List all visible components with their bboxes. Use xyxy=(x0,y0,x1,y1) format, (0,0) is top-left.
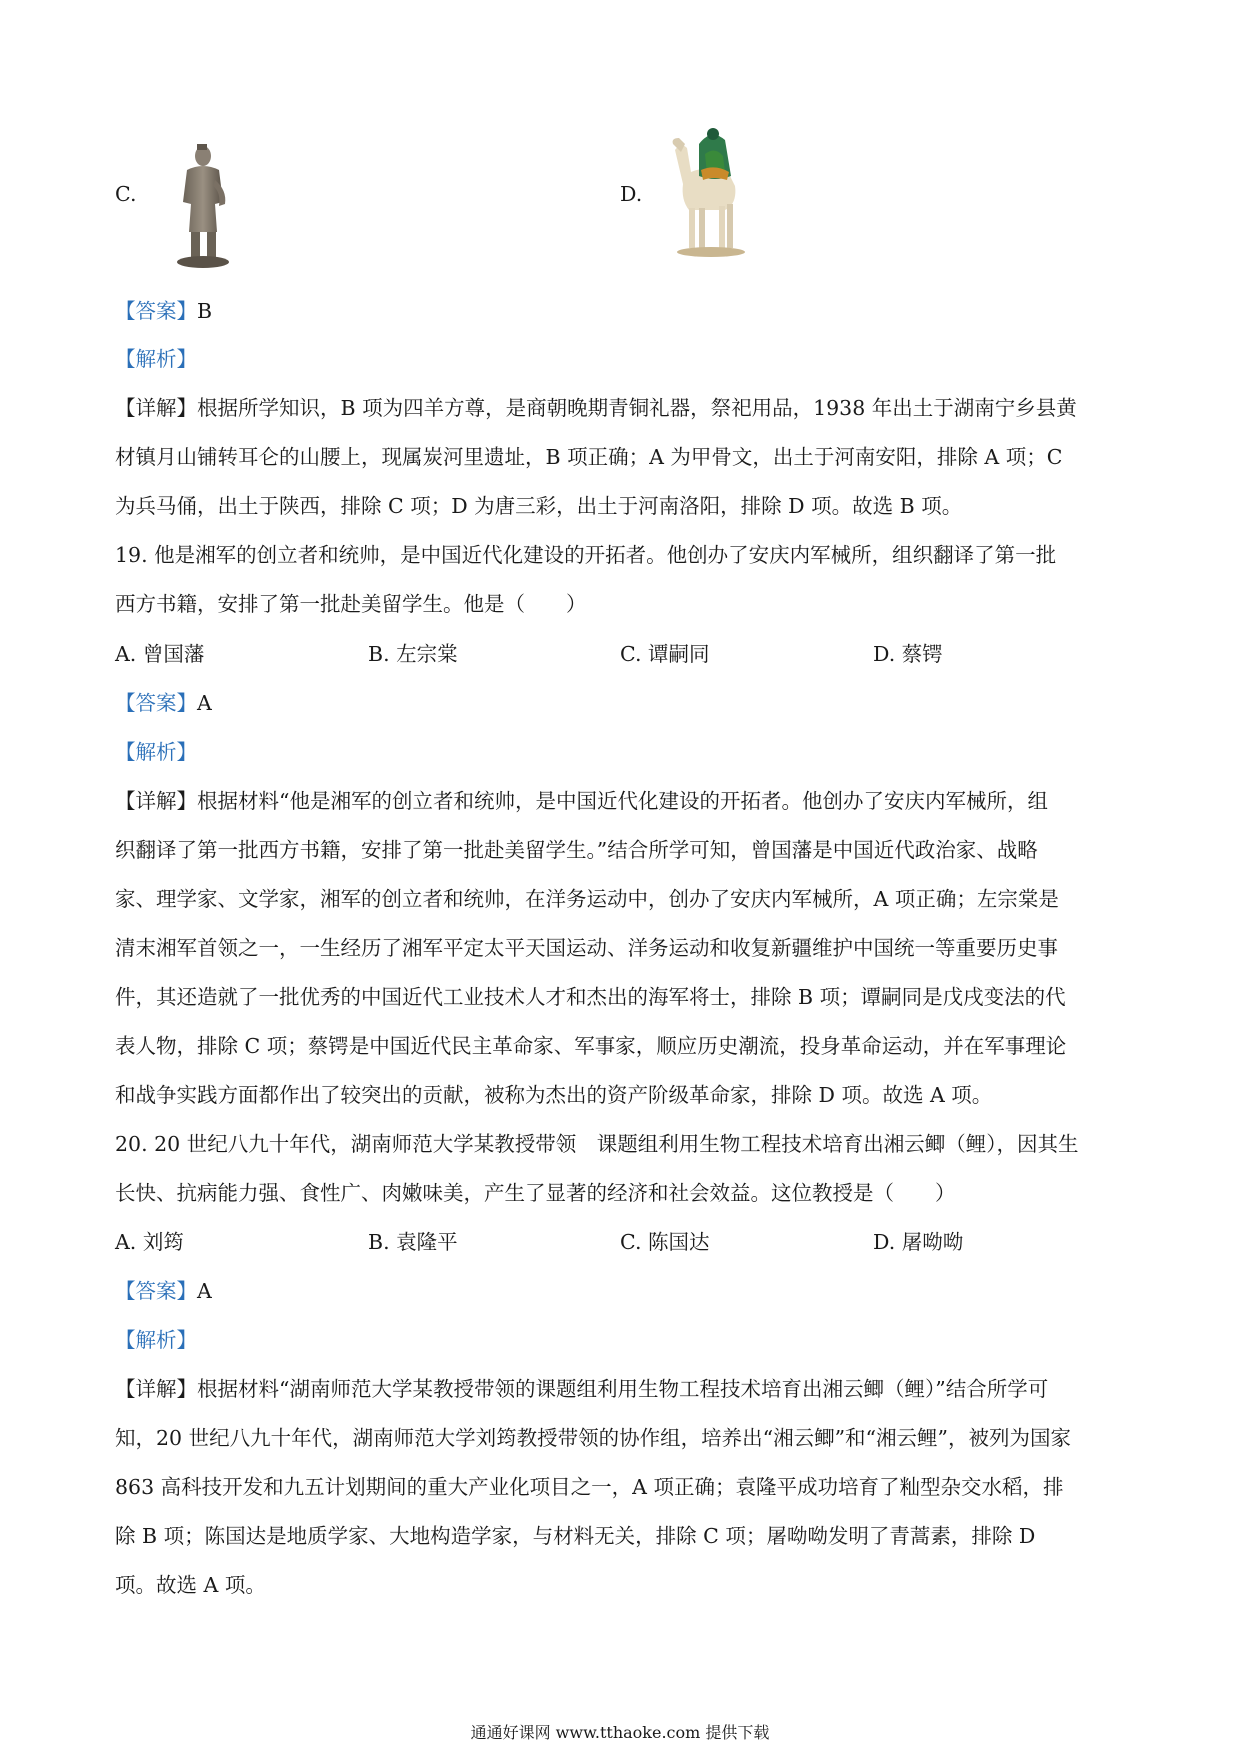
q18-analysis-tag xyxy=(115,345,1125,373)
detail-tag: 【详解】 xyxy=(115,396,197,420)
detail-text: 根据材料“他是湘军的创立者和统帅，是中国近代化建设的开拓者。他创办了安庆内军械所，组 xyxy=(197,789,1048,813)
q20-stem-line-1: 20. 20 世纪八九十年代，湖南师范大学某教授带领 课题组利用生物工程技术培育出湘云鲫（鲤），因其生 xyxy=(115,1132,1079,1156)
q19-option-b: B. 左宗棠 xyxy=(368,642,458,666)
tang-sancai-camel-icon xyxy=(665,120,755,274)
q19-answer xyxy=(115,689,1125,717)
q19-detail-line-5: 件，其还造就了一批优秀的中国近代工业技术人才和杰出的海军将士，排除 B 项；谭嗣同是戊戌变法的代 xyxy=(115,985,1066,1009)
q18-detail-line-1 xyxy=(115,394,1125,422)
q19-analysis-tag xyxy=(115,738,1125,766)
q20-answer xyxy=(115,1277,1125,1305)
q20-option-a: A. 刘筠 xyxy=(115,1230,184,1254)
page-footer[interactable]: 通通好课网 www.tthaoke.com 提供下载 xyxy=(470,1723,770,1742)
q19-stem-line-2: 西方书籍，安排了第一批赴美留学生。他是（ ） xyxy=(115,592,587,616)
terracotta-warrior-icon xyxy=(165,140,240,274)
q19-option-d: D. 蔡锷 xyxy=(873,642,943,666)
option-d-label: D. xyxy=(620,182,643,206)
q19-detail-line-6: 表人物，排除 C 项；蔡锷是中国近代民主革命家、军事家，顺应历史潮流，投身革命运动，并在军事理论 xyxy=(115,1034,1067,1058)
answer-value: A xyxy=(197,691,212,715)
answer-tag: 【答案】 xyxy=(115,1279,197,1303)
analysis-tag: 【解析】 xyxy=(115,347,197,371)
q20-option-d: D. 屠呦呦 xyxy=(873,1230,964,1254)
detail-text: 根据材料“湖南师范大学某教授带领的课题组利用生物工程技术培育出湘云鲫（鲤）”结合所学可 xyxy=(197,1377,1049,1401)
q20-option-c: C. 陈国达 xyxy=(620,1230,710,1254)
answer-value: A xyxy=(197,1279,212,1303)
analysis-tag: 【解析】 xyxy=(115,740,197,764)
answer-tag: 【答案】 xyxy=(115,691,197,715)
q19-detail-line-2: 织翻译了第一批西方书籍，安排了第一批赴美留学生。”结合所学可知，曾国藩是中国近代政治家、战略 xyxy=(115,838,1038,862)
q19-option-c: C. 谭嗣同 xyxy=(620,642,710,666)
q20-detail-line-2: 知，20 世纪八九十年代，湖南师范大学刘筠教授带领的协作组，培养出“湘云鲫”和“湘云鲤”，被列为国家 xyxy=(115,1426,1072,1450)
q19-detail-line-4: 清末湘军首领之一，一生经历了湘军平定太平天国运动、洋务运动和收复新疆维护中国统一等重要历史事 xyxy=(115,936,1058,960)
q19-detail-line-7: 和战争实践方面都作出了较突出的贡献，被称为杰出的资产阶级革命家，排除 D 项。故选 A 项。 xyxy=(115,1083,993,1107)
q20-stem-line-2: 长快、抗病能力强、食性广、肉嫩味美，产生了显著的经济和社会效益。这位教授是（ ） xyxy=(115,1181,956,1205)
q20-detail-line-5: 项。故选 A 项。 xyxy=(115,1573,266,1597)
q18-answer xyxy=(115,297,1125,325)
detail-tag: 【详解】 xyxy=(115,1377,197,1401)
detail-tag: 【详解】 xyxy=(115,789,197,813)
q20-detail-line-4: 除 B 项；陈国达是地质学家、大地构造学家，与材料无关，排除 C 项；屠呦呦发明了青蒿素，排除 D xyxy=(115,1524,1036,1548)
q20-analysis-tag xyxy=(115,1326,1125,1354)
q20-detail-line-3: 863 高科技开发和九五计划期间的重大产业化项目之一，A 项正确；袁隆平成功培育了籼型杂交水稻，排 xyxy=(115,1475,1064,1499)
option-c-label: C. xyxy=(115,182,137,206)
q18-detail-line-2: 材镇月山铺转耳仑的山腰上，现属炭河里遗址，B 项正确；A 为甲骨文，出土于河南安阳，排除 A 项；C xyxy=(115,445,1063,469)
detail-text: 根据所学知识，B 项为四羊方尊，是商朝晚期青铜礼器，祭祀用品，1938 年出土于湖南宁乡县黄 xyxy=(197,396,1077,420)
q19-stem-line-1: 19. 他是湘军的创立者和统帅，是中国近代化建设的开拓者。他创办了安庆内军械所，组织翻译了第一批 xyxy=(115,543,1057,567)
answer-tag: 【答案】 xyxy=(115,299,197,323)
answer-value: B xyxy=(197,299,213,323)
q19-option-a: A. 曾国藩 xyxy=(115,642,205,666)
q20-option-b: B. 袁隆平 xyxy=(368,1230,458,1254)
q19-detail-line-3: 家、理学家、文学家，湘军的创立者和统帅，在洋务运动中，创办了安庆内军械所，A 项正确；左宗棠是 xyxy=(115,887,1059,911)
analysis-tag: 【解析】 xyxy=(115,1328,197,1352)
q18-detail-line-3: 为兵马俑，出土于陕西，排除 C 项；D 为唐三彩，出土于河南洛阳，排除 D 项。故选 B 项。 xyxy=(115,494,963,518)
q19-detail-line-1 xyxy=(115,787,1125,815)
q20-detail-line-1 xyxy=(115,1375,1125,1403)
